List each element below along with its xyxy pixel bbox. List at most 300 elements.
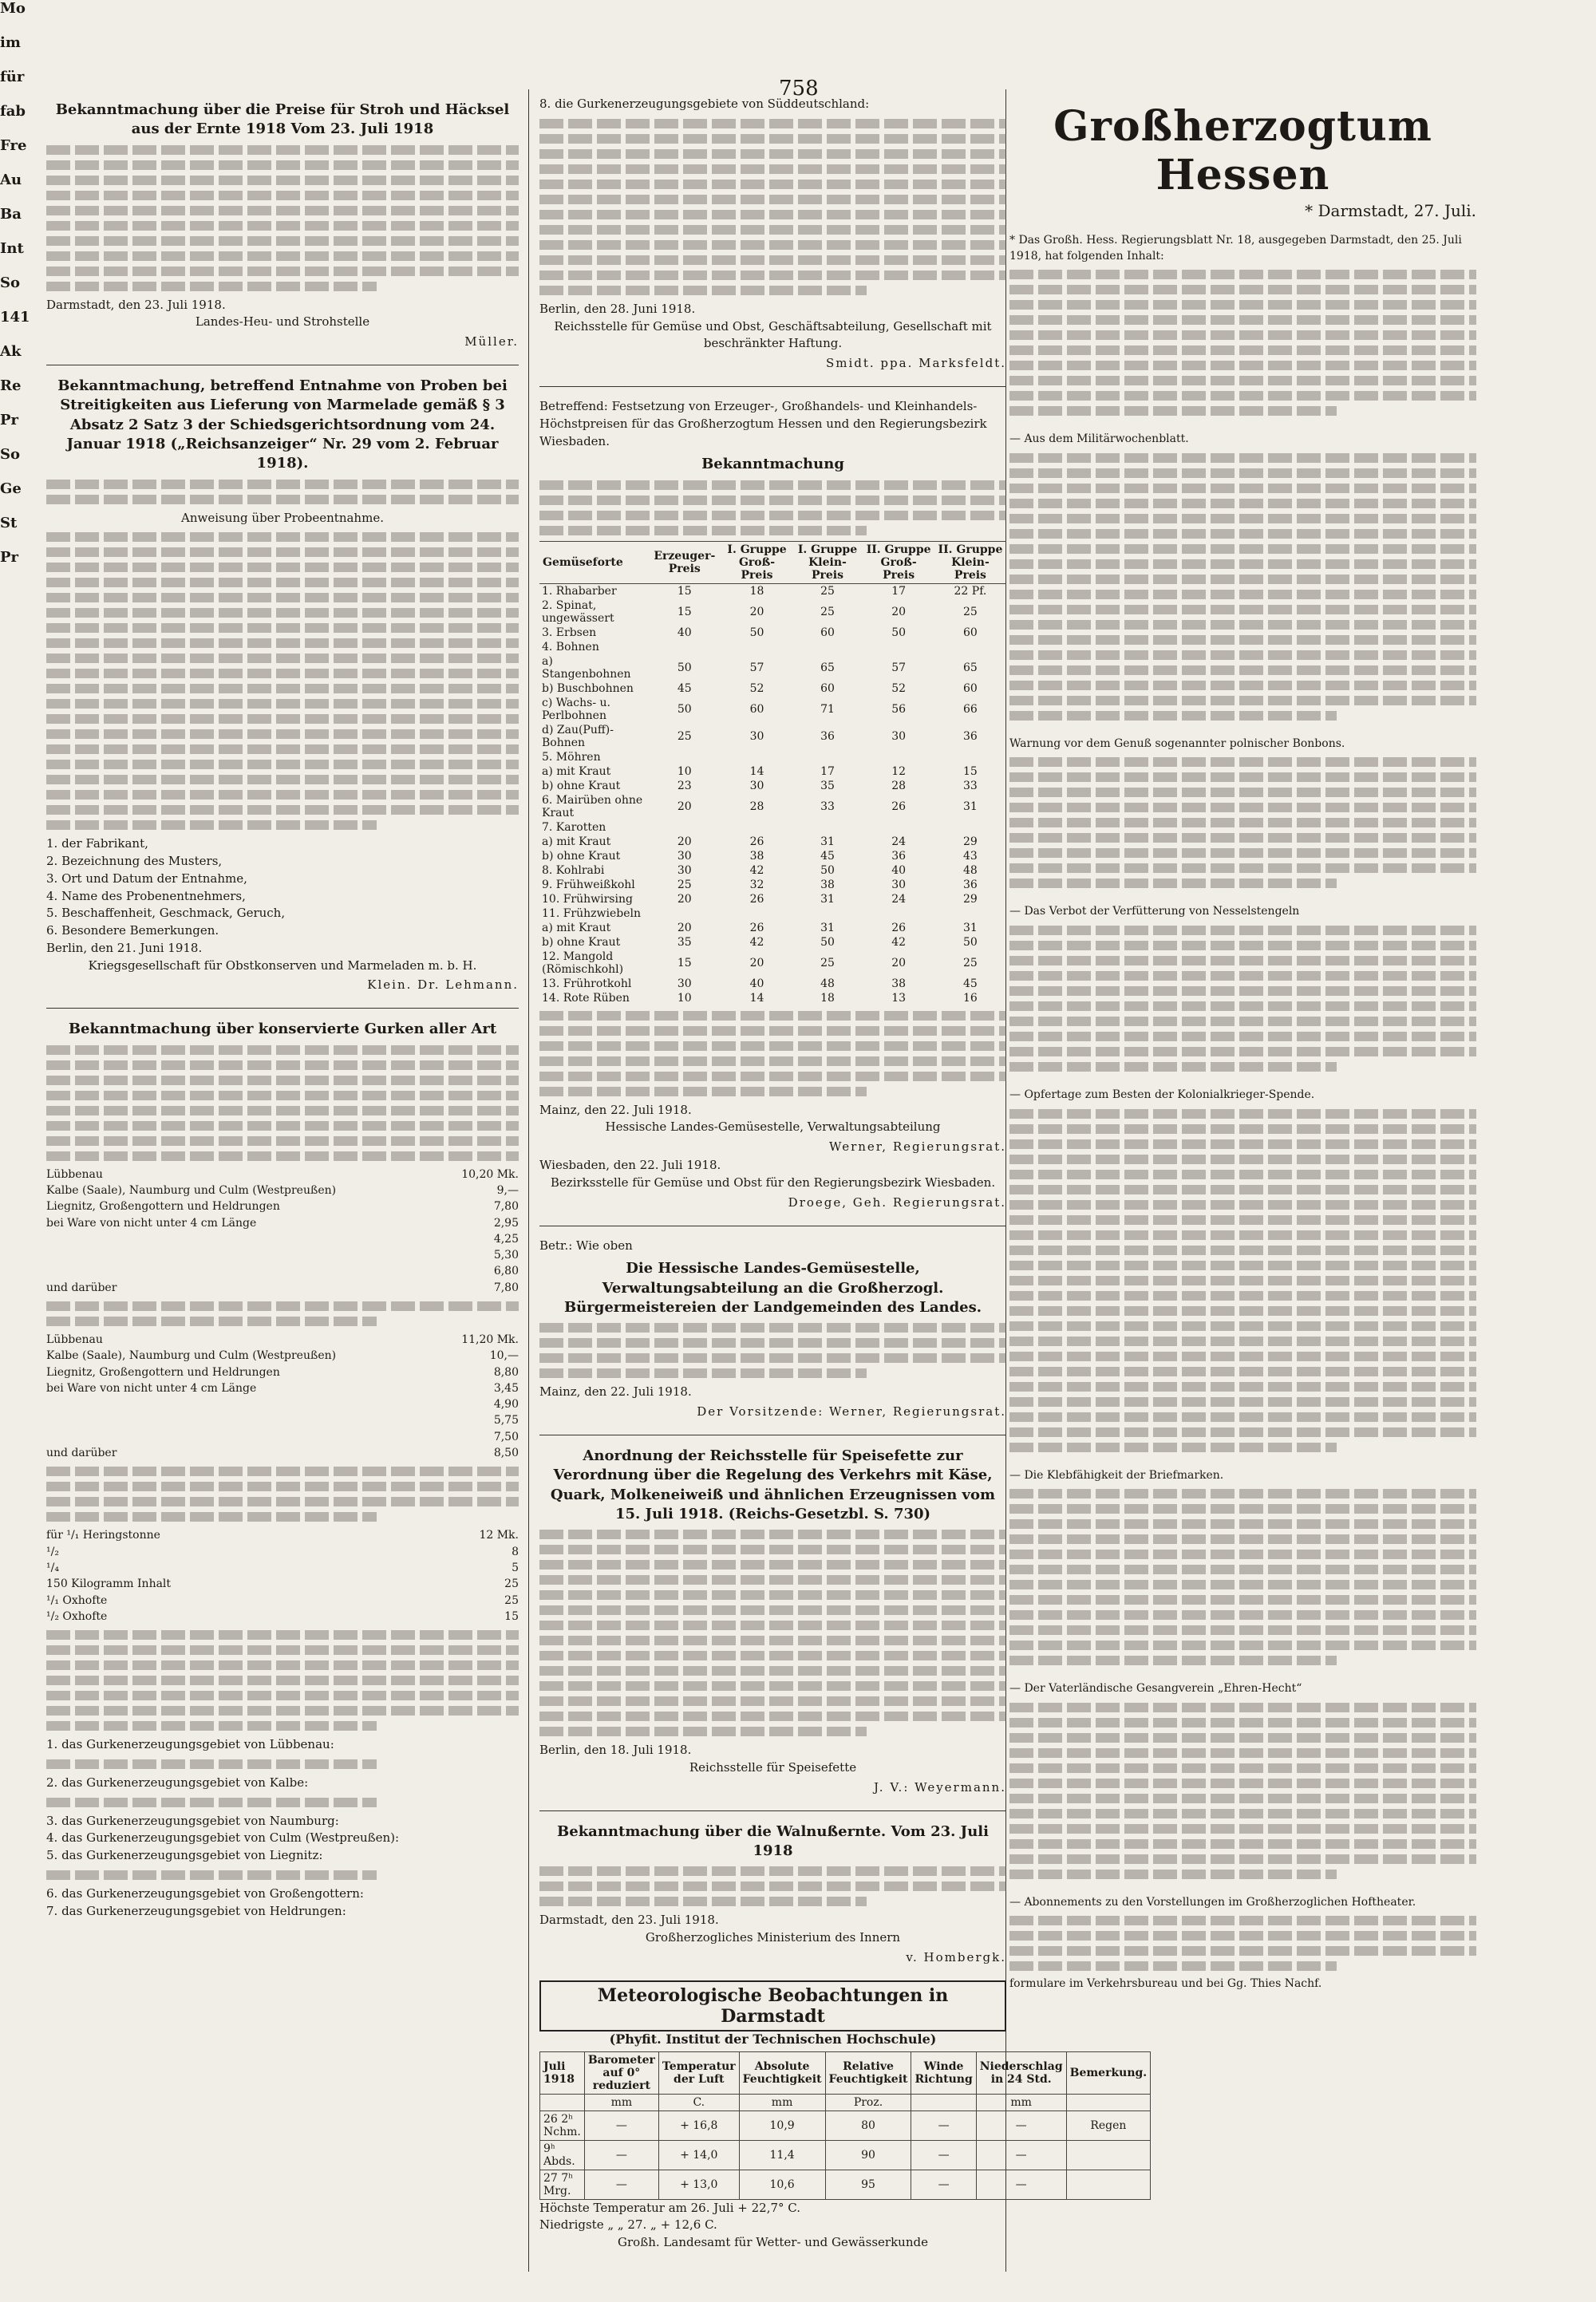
table-cell: 35 bbox=[677, 935, 692, 949]
table-cell: 30 bbox=[891, 729, 907, 743]
price-row: ¹/₄ 5 bbox=[46, 1561, 519, 1574]
table-row bbox=[539, 863, 1006, 878]
table-row bbox=[539, 598, 1006, 626]
signature-place: Wiesbaden, den 22. Juli 1918. bbox=[539, 1158, 721, 1173]
table-cell: 5. Möhren bbox=[542, 750, 601, 764]
list-item: 2. Bezeichnung des Musters, bbox=[46, 854, 223, 869]
price-row: Liegnitz, Großengottern und Heldrungen 8,80 bbox=[46, 1365, 519, 1379]
table-cell: + 14,0 bbox=[658, 2140, 739, 2170]
notice-vegetable-prices bbox=[539, 398, 1006, 1210]
table-cell: 25 bbox=[963, 956, 978, 969]
table-cell: — bbox=[584, 2110, 658, 2140]
table-header: Gemüseforte bbox=[539, 541, 647, 583]
price-row: 150 Kilogramm Inhalt 25 bbox=[46, 1577, 519, 1591]
price-row: bei Ware von nicht unter 4 cm Länge 2,95 bbox=[46, 1216, 519, 1230]
signature-name: Werner, Regierungsrat. bbox=[829, 1139, 1006, 1155]
signature-place: Berlin, den 18. Juli 1918. bbox=[539, 1743, 692, 1758]
column-1 bbox=[46, 96, 519, 2266]
table-cell: 11. Frühzwiebeln bbox=[542, 906, 642, 920]
table-cell: 14. Rote Rüben bbox=[542, 991, 630, 1005]
notice-title: Bekanntmachung bbox=[701, 456, 844, 473]
table-header: I. Gruppe Klein-Preis bbox=[792, 541, 863, 583]
price-row: ¹/₁ Oxhofte 25 bbox=[46, 1593, 519, 1607]
cropped-text: St bbox=[0, 515, 18, 531]
table-cell: 7. Karotten bbox=[542, 820, 606, 834]
table-cell: 24 bbox=[891, 835, 907, 848]
table-header: I. Gruppe Groß-Preis bbox=[721, 541, 792, 583]
table-cell: 25 bbox=[820, 956, 835, 969]
table-cell bbox=[647, 640, 721, 654]
table-cell: + 13,0 bbox=[658, 2170, 739, 2199]
price-row: bei Ware von nicht unter 4 cm Länge 3,45 bbox=[46, 1381, 519, 1395]
table-cell: 45 bbox=[677, 681, 692, 695]
table-cell: 20 bbox=[891, 956, 907, 969]
signature-org: Kriegsgesellschaft für Obstkonserven und Marmeladen m. b. H. bbox=[88, 958, 477, 973]
table-row bbox=[539, 583, 1006, 598]
table-cell bbox=[863, 820, 934, 835]
list-item: 6. das Gurkenerzeugungsgebiet von Großengottern: bbox=[46, 1885, 364, 1901]
price-row: 4,25 bbox=[493, 1232, 519, 1246]
table-cell: 50 bbox=[820, 935, 835, 949]
table-cell bbox=[721, 750, 792, 764]
table-cell: 29 bbox=[963, 892, 978, 906]
table-cell bbox=[863, 750, 934, 764]
table-cell: a) Stangenbohnen bbox=[542, 654, 631, 681]
table-row bbox=[539, 991, 1006, 1005]
list-item: 1. das Gurkenerzeugungsgebiet von Lübbenau: bbox=[46, 1737, 334, 1752]
table-cell: 11,4 bbox=[739, 2140, 825, 2170]
cropped-text: fab bbox=[0, 103, 26, 120]
table-cell: 31 bbox=[963, 800, 978, 813]
table-cell: 14 bbox=[749, 764, 764, 778]
table-cell: 36 bbox=[963, 729, 978, 743]
signature-name: J. V.: Weyermann. bbox=[873, 1779, 1006, 1795]
table-row bbox=[539, 640, 1006, 654]
table-cell: 15 bbox=[963, 764, 978, 778]
table-cell: 35 bbox=[820, 779, 835, 792]
signature-org: Reichsstelle für Gemüse und Obst, Geschäftsabteilung, Gesellschaft mit beschränkter Haftung. bbox=[554, 318, 992, 351]
news-item: — Aus dem Militärwochenblatt. bbox=[1009, 432, 1476, 721]
table-header: Juli 1918 bbox=[540, 2051, 585, 2094]
table-cell: 32 bbox=[749, 878, 764, 891]
table-cell: 26 bbox=[749, 921, 764, 934]
table-cell: 57 bbox=[891, 661, 907, 674]
dateline: * Darmstadt, 27. Juli. bbox=[1305, 201, 1476, 220]
news-item: * Das Großh. Hess. Regierungsblatt Nr. 18, ausgegeben Darmstadt, den 25. Juli 1918, hat folgenden Inhalt: bbox=[1009, 233, 1476, 416]
table-cell: 17 bbox=[820, 764, 835, 778]
table-cell: 31 bbox=[963, 921, 978, 934]
signature-org: Reichsstelle für Speisefette bbox=[689, 1759, 857, 1775]
list-item: 2. das Gurkenerzeugungsgebiet von Kalbe: bbox=[46, 1775, 309, 1790]
table-cell: 16 bbox=[963, 991, 978, 1005]
table-cell bbox=[647, 820, 721, 835]
table-row bbox=[539, 626, 1006, 640]
table-cell: 20 bbox=[677, 835, 692, 848]
signature-place: Darmstadt, den 23. Juli 1918. bbox=[46, 297, 226, 312]
table-header: Temperatur der Luft bbox=[658, 2051, 739, 2094]
table-row bbox=[539, 906, 1006, 921]
table-cell: 71 bbox=[820, 702, 835, 716]
table-row bbox=[539, 892, 1006, 906]
table-cell: 12 bbox=[891, 764, 907, 778]
table-cell: 48 bbox=[820, 977, 835, 990]
unit-cell: mm bbox=[739, 2094, 825, 2110]
table-row bbox=[539, 849, 1006, 863]
list-item: 8. die Gurkenerzeugungsgebiete von Süddeutschland: bbox=[539, 97, 870, 111]
table-cell: 38 bbox=[749, 849, 764, 863]
cropped-text: So bbox=[0, 274, 21, 291]
table-row bbox=[539, 835, 1006, 849]
price-row: Kalbe (Saale), Naumburg und Culm (Westpreußen) 9,— bbox=[46, 1183, 519, 1197]
table-cell: 30 bbox=[891, 878, 907, 891]
table-cell: 28 bbox=[891, 779, 907, 792]
table-row bbox=[539, 878, 1006, 892]
table-cell: 30 bbox=[677, 977, 692, 990]
list-item: 3. das Gurkenerzeugungsgebiet von Naumburg: bbox=[46, 1813, 339, 1828]
list-item: 5. das Gurkenerzeugungsgebiet von Liegnitz: bbox=[46, 1848, 323, 1863]
table-cell: 1. Rhabarber bbox=[542, 584, 617, 598]
table-cell bbox=[721, 820, 792, 835]
price-row: 7,50 bbox=[493, 1430, 519, 1443]
table-cell bbox=[934, 640, 1006, 654]
table-cell: 10,9 bbox=[739, 2110, 825, 2140]
price-row: und darüber 7,80 bbox=[46, 1281, 519, 1294]
table-cell: 50 bbox=[677, 661, 692, 674]
table-row bbox=[539, 793, 1006, 820]
cropped-text: Mo bbox=[0, 0, 26, 17]
table-header: Niederschlag in 24 Std. bbox=[976, 2051, 1066, 2094]
cropped-text: Ge bbox=[0, 480, 22, 497]
notice-subject: Betreffend: Festsetzung von Erzeuger-, Großhandels- und Kleinhandels-Höchstpreisen für das Großherzogtum Hessen und den Regierungsbezirk Wiesbaden. bbox=[539, 399, 987, 448]
table-cell: 40 bbox=[891, 863, 907, 877]
notice-betr bbox=[539, 1238, 1006, 1419]
table-cell: 50 bbox=[963, 935, 978, 949]
signature-name: Der Vorsitzende: Werner, Regierungsrat. bbox=[697, 1404, 1006, 1419]
table-cell: 30 bbox=[677, 863, 692, 877]
table-cell: 90 bbox=[825, 2140, 911, 2170]
table-cell: 42 bbox=[749, 935, 764, 949]
table-row bbox=[539, 950, 1006, 977]
table-cell: 57 bbox=[749, 661, 764, 674]
notice-subtitle: Anweisung über Probeentnahme. bbox=[181, 510, 384, 525]
weather-observations bbox=[539, 1980, 1148, 2252]
list-item: 5. Beschaffenheit, Geschmack, Geruch, bbox=[46, 906, 286, 921]
table-cell: d) Zau(Puff)-Bohnen bbox=[542, 723, 614, 749]
table-cell: — bbox=[976, 2110, 1066, 2140]
table-cell: 36 bbox=[820, 729, 835, 743]
cropped-text: Fre bbox=[0, 137, 27, 154]
table-cell: 33 bbox=[820, 800, 835, 813]
table-cell: 17 bbox=[891, 584, 907, 598]
table-cell: — bbox=[911, 2140, 976, 2170]
weather-title: Meteorologische Beobachtungen in Darmstadt bbox=[539, 1980, 1006, 2032]
table-cell: 38 bbox=[820, 878, 835, 891]
table-header: Erzeuger-Preis bbox=[647, 541, 721, 583]
price-row: Liegnitz, Großengottern und Heldrungen 7,80 bbox=[46, 1200, 519, 1214]
table-cell: a) mit Kraut bbox=[542, 921, 611, 934]
unit-cell: C. bbox=[658, 2094, 739, 2110]
weather-min: Niedrigste „ „ 27. „ + 12,6 C. bbox=[539, 2217, 717, 2233]
table-cell: 40 bbox=[749, 977, 764, 990]
table-cell: 60 bbox=[963, 626, 978, 639]
table-cell: 13 bbox=[891, 991, 907, 1005]
weather-source: Großh. Landesamt für Wetter- und Gewässerkunde bbox=[618, 2235, 928, 2250]
notice-pickles bbox=[46, 1020, 519, 1920]
table-cell bbox=[934, 906, 1006, 921]
weather-subtitle: (Phyfit. Institut der Technischen Hochschule) bbox=[609, 2031, 937, 2047]
table-cell: 36 bbox=[963, 878, 978, 891]
table-row bbox=[539, 764, 1006, 779]
table-cell bbox=[863, 906, 934, 921]
table-cell: 60 bbox=[963, 681, 978, 695]
table-cell: 23 bbox=[677, 779, 692, 792]
cropped-text: Ak bbox=[0, 343, 22, 360]
list-item: 6. Besondere Bemerkungen. bbox=[46, 923, 219, 938]
table-cell: — bbox=[976, 2140, 1066, 2170]
signature-org: Bezirksstelle für Gemüse und Obst für den Regierungsbezirk Wiesbaden. bbox=[550, 1175, 996, 1190]
table-row bbox=[539, 935, 1006, 950]
signature-place: Berlin, den 21. Juni 1918. bbox=[46, 940, 203, 955]
unit-cell: Proz. bbox=[825, 2094, 911, 2110]
notice-title: Bekanntmachung über konservierte Gurken aller Art bbox=[68, 1021, 497, 1038]
notice-sampling bbox=[46, 377, 519, 992]
table-cell bbox=[934, 750, 1006, 764]
table-cell: 20 bbox=[749, 956, 764, 969]
table-cell: 66 bbox=[963, 702, 978, 716]
table-cell: 26 bbox=[749, 892, 764, 906]
table-cell: 30 bbox=[749, 779, 764, 792]
table-cell: 28 bbox=[749, 800, 764, 813]
list-item: 7. das Gurkenerzeugungsgebiet von Heldrungen: bbox=[46, 1903, 346, 1918]
table-cell: 45 bbox=[820, 849, 835, 863]
column-3 bbox=[1009, 96, 1476, 2266]
table-cell: 45 bbox=[963, 977, 978, 990]
table-cell: — bbox=[976, 2170, 1066, 2199]
table-cell: 65 bbox=[820, 661, 835, 674]
table-cell: 25 bbox=[963, 605, 978, 618]
news-item: — Abonnements zu den Vorstellungen im Großherzoglichen Hoftheater. formulare im Verkehrsbureau und bei Gg. Thies Nachf. bbox=[1009, 1895, 1476, 1992]
table-cell: — bbox=[584, 2140, 658, 2170]
cropped-text: Re bbox=[0, 377, 22, 394]
table-cell: 25 bbox=[677, 878, 692, 891]
table-cell: 20 bbox=[749, 605, 764, 618]
notice-title: Anordnung der Reichsstelle für Speisefette zur Verordnung über die Regelung des Verkehrs mit Käse, Quark, Molkeneiweiß und ähnlichen Erzeugnissen vom 15. Juli 1918. (Reichs-Gesetzbl. S. 730) bbox=[550, 1447, 996, 1522]
table-row bbox=[539, 779, 1006, 793]
table-cell: 20 bbox=[677, 892, 692, 906]
table-cell: 15 bbox=[677, 956, 692, 969]
table-cell: 6. Mairüben ohne Kraut bbox=[542, 793, 643, 819]
table-cell: 50 bbox=[891, 626, 907, 639]
signature-place: Mainz, den 22. Juli 1918. bbox=[539, 1102, 692, 1117]
table-cell: 26 bbox=[749, 835, 764, 848]
table-cell bbox=[792, 906, 863, 921]
table-cell: b) ohne Kraut bbox=[542, 935, 621, 949]
list-item: 1. der Fabrikant, bbox=[46, 836, 148, 851]
table-cell: 2. Spinat, ungewässert bbox=[542, 598, 614, 625]
table-header: Bemerkung. bbox=[1066, 2051, 1151, 2094]
table-cell: 4. Bohnen bbox=[542, 640, 599, 653]
news-item: — Der Vaterländische Gesangverein „Ehren-Hecht“ bbox=[1009, 1681, 1476, 1879]
table-cell: 9ʰ Abds. bbox=[540, 2140, 585, 2170]
cropped-text: für bbox=[0, 69, 25, 85]
table-row bbox=[539, 750, 1006, 764]
table-cell: 8. Kohlrabi bbox=[542, 863, 605, 877]
table-header: Relative Feuchtigkeit bbox=[825, 2051, 911, 2094]
table-cell bbox=[934, 820, 1006, 835]
table-cell: 52 bbox=[749, 681, 764, 695]
list-item: 3. Ort und Datum der Entnahme, bbox=[46, 871, 247, 886]
table-cell: 33 bbox=[963, 779, 978, 792]
table-cell: 20 bbox=[677, 921, 692, 934]
table-cell: 48 bbox=[963, 863, 978, 877]
signature-name: Droege, Geh. Regierungsrat. bbox=[788, 1194, 1006, 1210]
table-cell bbox=[863, 640, 934, 654]
table-header: Winde Richtung bbox=[911, 2051, 976, 2094]
unit-cell bbox=[540, 2094, 585, 2110]
table-cell: 36 bbox=[891, 849, 907, 863]
list-item: 4. Name des Probenentnehmers, bbox=[46, 888, 246, 903]
table-cell: 31 bbox=[820, 892, 835, 906]
table-cell: 14 bbox=[749, 991, 764, 1005]
cropped-column bbox=[0, 0, 30, 2170]
table-cell: 18 bbox=[749, 584, 764, 598]
table-cell: 27 7ʰ Mrg. bbox=[540, 2170, 585, 2199]
cropped-text: im bbox=[0, 34, 21, 51]
table-cell: — bbox=[584, 2170, 658, 2199]
signature-org: Hessische Landes-Gemüsestelle, Verwaltungsabteilung bbox=[605, 1119, 941, 1135]
notice-title: Bekanntmachung über die Preise für Stroh und Häcksel aus der Ernte 1918 Vom 23. Juli 1918 bbox=[55, 101, 510, 138]
table-cell: c) Wachs- u. Perlbohnen bbox=[542, 696, 610, 722]
table-cell: 31 bbox=[820, 921, 835, 934]
price-row: Lübbenau 11,20 Mk. bbox=[46, 1333, 519, 1346]
table-cell: 50 bbox=[677, 702, 692, 716]
table-cell: 60 bbox=[749, 702, 764, 716]
news-item: — Das Verbot der Verfütterung von Nesselstengeln bbox=[1009, 904, 1476, 1072]
table-cell: 40 bbox=[677, 626, 692, 639]
table-cell: 3. Erbsen bbox=[542, 626, 597, 639]
table-cell: b) ohne Kraut bbox=[542, 779, 621, 792]
price-row: Kalbe (Saale), Naumburg und Culm (Westpreußen) 10,— bbox=[46, 1349, 519, 1363]
table-cell: 25 bbox=[820, 584, 835, 598]
table-row bbox=[539, 696, 1006, 723]
notice-title: Bekanntmachung über die Walnußernte. Vom 23. Juli 1918 bbox=[557, 1822, 989, 1859]
table-cell: b) Buschbohnen bbox=[542, 681, 634, 695]
table-cell: 26 bbox=[891, 921, 907, 934]
unit-cell bbox=[911, 2094, 976, 2110]
news-item: — Opfertage zum Besten der Kolonialkrieger-Spende. bbox=[1009, 1088, 1476, 1452]
price-row: für ¹/₁ Heringstonne 12 Mk. bbox=[46, 1529, 519, 1542]
table-cell: 95 bbox=[825, 2170, 911, 2199]
cropped-text: Au bbox=[0, 172, 22, 188]
table-cell: 15 bbox=[677, 605, 692, 618]
table-cell: 12. Mangold (Römischkohl) bbox=[542, 950, 624, 976]
table-cell: Regen bbox=[1066, 2110, 1151, 2140]
table-cell: 13. Frührotkohl bbox=[542, 977, 632, 990]
signature-place: Mainz, den 22. Juli 1918. bbox=[539, 1384, 692, 1400]
cropped-text: 141 bbox=[0, 309, 30, 326]
table-header: II. Gruppe Groß-Preis bbox=[863, 541, 934, 583]
notice-edible-fats bbox=[539, 1447, 1006, 1795]
price-row: und darüber 8,50 bbox=[46, 1447, 519, 1460]
table-cell: 20 bbox=[677, 800, 692, 813]
price-row: ¹/₂ 8 bbox=[46, 1545, 519, 1558]
table-row bbox=[539, 681, 1006, 696]
page-number: 758 bbox=[779, 77, 819, 101]
table-row bbox=[539, 977, 1006, 991]
table-header: II. Gruppe Klein-Preis bbox=[934, 541, 1006, 583]
signature-name: v. Hombergk. bbox=[906, 1949, 1006, 1964]
table-cell bbox=[792, 750, 863, 764]
table-cell: 10 bbox=[677, 991, 692, 1005]
signature-org: Landes-Heu- und Strohstelle bbox=[195, 314, 370, 330]
table-cell: 10,6 bbox=[739, 2170, 825, 2199]
price-row: 6,80 bbox=[493, 1265, 519, 1278]
news-item: — Die Klebfähigkeit der Briefmarken. bbox=[1009, 1468, 1476, 1666]
price-row: Lübbenau 10,20 Mk. bbox=[46, 1167, 519, 1181]
unit-cell: mm bbox=[976, 2094, 1066, 2110]
column-rule-1 bbox=[528, 89, 529, 2272]
price-row: ¹/₂ Oxhofte 15 bbox=[46, 1609, 519, 1623]
table-cell bbox=[792, 820, 863, 835]
table-cell: b) ohne Kraut bbox=[542, 849, 621, 863]
table-cell: 50 bbox=[820, 863, 835, 877]
table-cell: 26 2ʰ Nchm. bbox=[540, 2110, 585, 2140]
table-cell: 22 Pf. bbox=[954, 584, 987, 598]
signature-org: Großherzogliches Ministerium des Innern bbox=[645, 1929, 901, 1945]
price-row: 4,90 bbox=[493, 1398, 519, 1412]
table-cell: 50 bbox=[749, 626, 764, 639]
table-cell: 9. Frühweißkohl bbox=[542, 878, 635, 891]
table-cell bbox=[721, 640, 792, 654]
table-cell: 42 bbox=[891, 935, 907, 949]
table-cell: 60 bbox=[820, 626, 835, 639]
table-cell: 10 bbox=[677, 764, 692, 778]
notice-subject: Betr.: Wie oben bbox=[539, 1238, 633, 1253]
table-cell: 43 bbox=[963, 849, 978, 863]
signature-place: Berlin, den 28. Juni 1918. bbox=[539, 301, 696, 316]
table-cell: 24 bbox=[891, 892, 907, 906]
table-cell: 26 bbox=[891, 800, 907, 813]
cropped-text: So bbox=[0, 446, 21, 463]
table-cell: 80 bbox=[825, 2110, 911, 2140]
table-cell: 10. Frühwirsing bbox=[542, 892, 633, 906]
table-cell bbox=[792, 640, 863, 654]
table-row bbox=[539, 921, 1006, 935]
list-item: 4. das Gurkenerzeugungsgebiet von Culm (Westpreußen): bbox=[46, 1830, 400, 1846]
table-cell: 65 bbox=[963, 661, 978, 674]
table-cell: 31 bbox=[820, 835, 835, 848]
table-cell: 15 bbox=[677, 584, 692, 598]
table-row bbox=[539, 654, 1006, 681]
table-cell: 30 bbox=[749, 729, 764, 743]
weather-max: Höchste Temperatur am 26. Juli + 22,7° C. bbox=[539, 2200, 801, 2215]
notice-walnut bbox=[539, 1822, 1006, 1964]
table-cell: 25 bbox=[820, 605, 835, 618]
price-row: 5,75 bbox=[493, 1414, 519, 1427]
notice-title: Die Hessische Landes-Gemüsestelle, Verwaltungsabteilung an die Großherzogl. Bürgermeistereien der Landgemeinden des Landes. bbox=[563, 1260, 982, 1316]
table-cell: 20 bbox=[891, 605, 907, 618]
table-cell: + 16,8 bbox=[658, 2110, 739, 2140]
price-row: 5,30 bbox=[493, 1249, 519, 1262]
table-row bbox=[539, 820, 1006, 835]
table-cell: 56 bbox=[891, 702, 907, 716]
table-cell bbox=[721, 906, 792, 921]
table-cell: a) mit Kraut bbox=[542, 764, 611, 778]
signature-name: Müller. bbox=[464, 334, 519, 349]
notice-straw-prices bbox=[46, 101, 519, 349]
table-cell: — bbox=[911, 2170, 976, 2199]
signature-place: Darmstadt, den 23. Juli 1918. bbox=[539, 1913, 719, 1928]
